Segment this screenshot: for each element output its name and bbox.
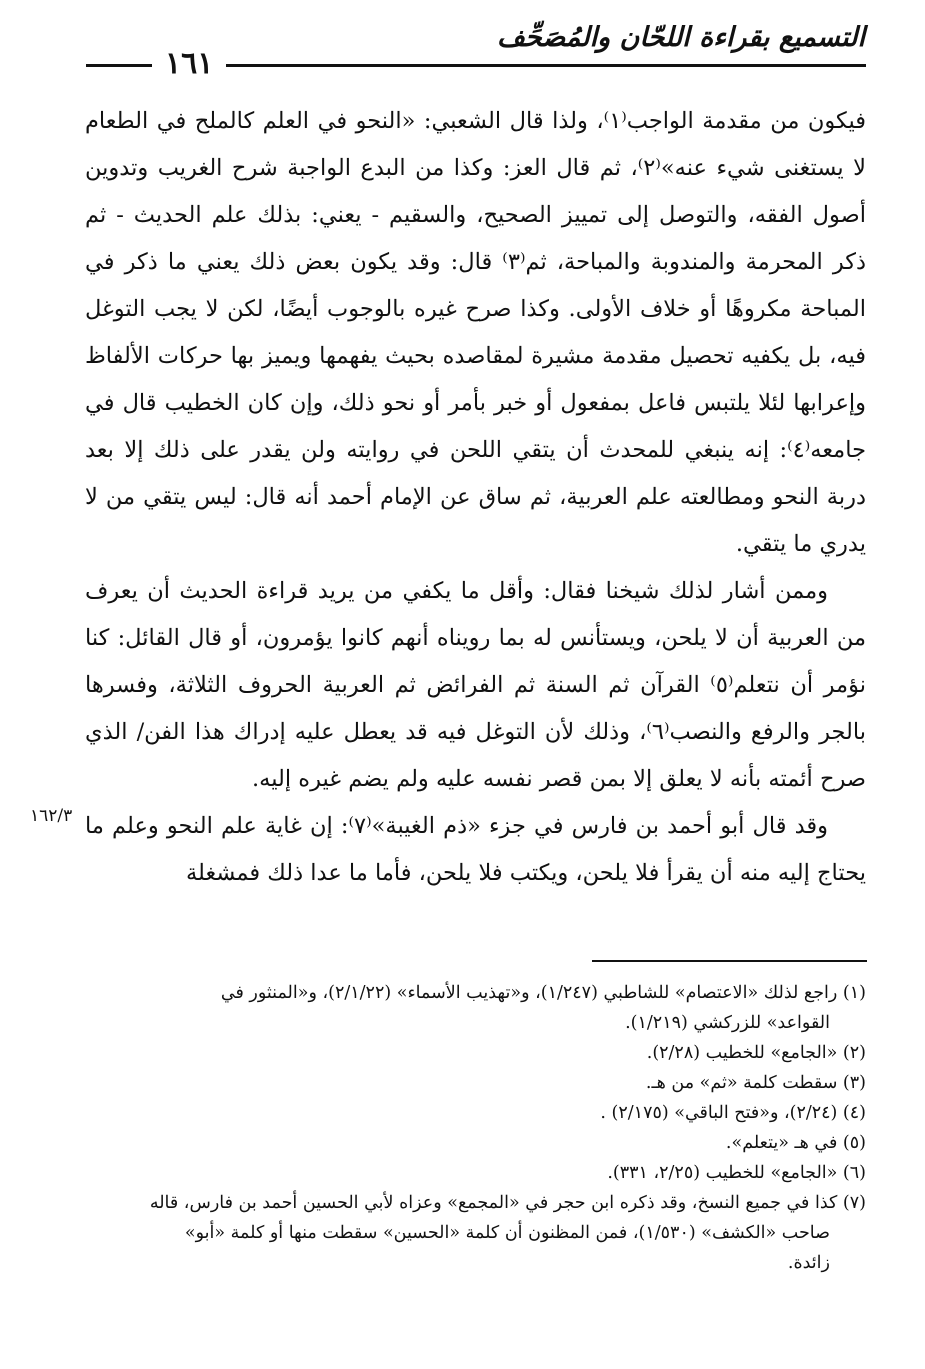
footnote-1: (١) راجع لذلك «الاعتصام» للشاطبي (١/٢٤٧)، و«تهذيب الأسماء» (٢/١/٢٢)، و«المنثور في [220,983,866,1003]
margin-page-reference: ١٦٢/٣ [30,806,73,826]
footnote-5: (٥) في هـ «يتعلم». [725,1133,866,1153]
paragraph-3: وقد قال أبو أحمد بن فارس في جزء «ذم الغيبة»⁽٧⁾: إن غاية علم النحو وعلم ما يحتاج إليه منه أن يقرأ فلا يلحن، ويكتب فلا يلحن، فأما ما عدا ذلك فمشغلة [85,813,866,886]
footnote-6: (٦) «الجامع» للخطيب (٢/٢٥، ٣٣١). [607,1163,866,1183]
footnote-7: (٧) كذا في جميع النسخ، وقد ذكره ابن حجر في «المجمع» وعزاه لأبي الحسين أحمد بن فارس، قاله [149,1193,866,1213]
running-title: التسميع بقراءة اللحّان والمُصَحِّف [496,22,865,53]
page-number: ١٦١ [165,46,214,81]
main-text [85,98,866,897]
footnote-4: (٤) (٢/٢٤)، و«فتح الباقي» (٢/١٧٥) . [600,1103,866,1123]
footnote-7-continued: صاحب «الكشف» (١/٥٣٠)، فمن المظنون أن كلمة «الحسين» سقطت منها أو كلمة «أبو» [184,1223,830,1243]
footnote-2: (٢) «الجامع» للخطيب (٢/٢٨). [646,1043,866,1063]
header-rule-right [226,64,866,67]
paragraph-2: وممن أشار لذلك شيخنا فقال: وأقل ما يكفي من يريد قراءة الحديث أن يعرف من العربية أن لا يلحن، ويستأنس له بما رويناه أنهم كانوا يؤمرون، أو قال القائل: كنا نؤمر أن نتعلم⁽٥⁾ القرآن ثم السنة ثم الفرائض ثم العربية الحروف الثلاثة، وفسرها بالجر والرفع والنصب⁽٦⁾، وذلك لأن التوغل فيه قد يعطل عليه إدراك هذا الفن/ الذي صرح أئمته بأنه لا يعلق إلا بمن قصر نفسه عليه ولم يضم غيره إليه. [85,578,866,792]
paragraph-1: فيكون من مقدمة الواجب⁽١⁾، ولذا قال الشعبي: «النحو في العلم كالملح في الطعام لا يستغنى شيء عنه»⁽٢⁾، ثم قال العز: وكذا من البدع الواجبة شرح الغريب وتدوين أصول الفقه، والتوصل إلى تمييز الصحيح، والسقيم - يعني: بذلك علم الحديث - ثم ذكر المحرمة والمندوبة والمباحة، ثم⁽٣⁾ قال: وقد يكون بعض ذلك يعني ما ذكر في المباحة مكروهًا أو خلاف الأولى. وكذا صرح غيره بالوجوب أيضًا، لكن لا يجب التوغل فيه، بل يكفيه تحصيل مقدمة مشيرة لمقاصده بحيث يفهمها ويميز بها حركات الألفاظ وإعرابها لئلا يلتبس فاعل بمفعول أو خبر بأمر أو نحو ذلك، وإن كان الخطيب قال في جامعه⁽٤⁾: إنه ينبغي للمحدث أن يتقي اللحن في روايته ولن يقدر على ذلك إلا بعد دربة النحو ومطالعته علم العربية، ثم ساق عن الإمام أحمد أنه قال: ليس يتقي من لا يدري ما يتقي. [85,108,867,557]
footnote-7-end: زائدة. [787,1253,830,1273]
footnotes [85,978,866,1278]
footnote-1-continued: القواعد» للزركشي (١/٢١٩). [625,1013,830,1033]
footnote-separator [592,960,867,962]
footnote-3: (٣) سقطت كلمة «ثم» من هـ. [645,1073,866,1093]
header-rule-left [86,64,152,67]
